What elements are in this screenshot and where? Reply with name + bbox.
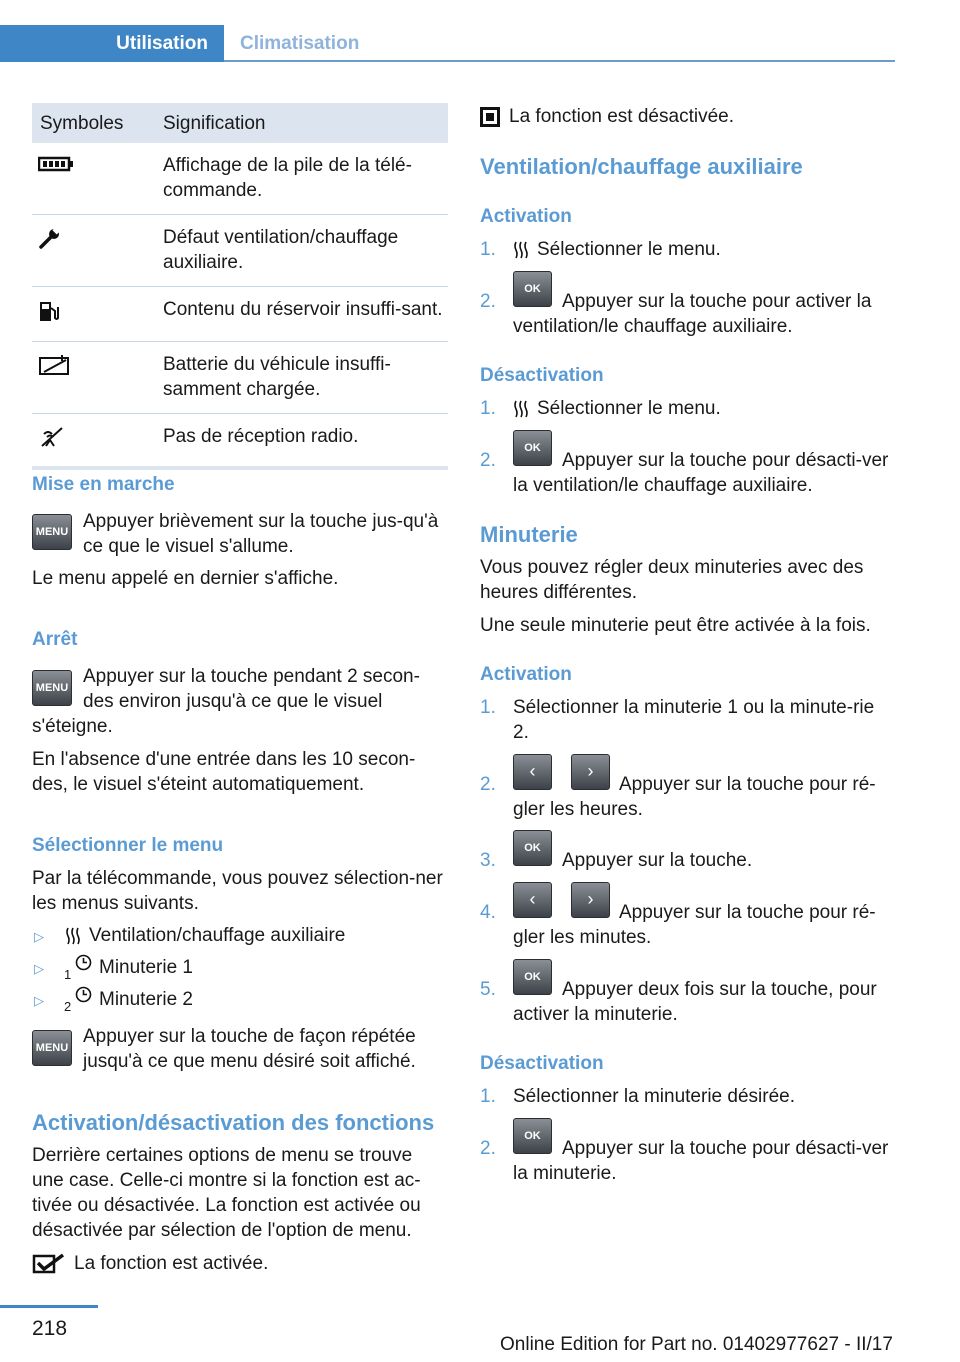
arrow-left-icon: ‹ — [513, 882, 552, 918]
wrench-icon — [38, 227, 62, 249]
stop-text-c: s'éteigne. — [32, 716, 113, 737]
bullet-icon: ▷ — [34, 929, 44, 944]
row-text: Affichage de la pile de la télé-commande. — [163, 155, 412, 201]
stop-text-2: En l'absence d'une entrée dans les 10 secon-des, le visuel s'éteint automatiquement. — [32, 749, 416, 795]
bullet-icon: ▷ — [34, 993, 44, 1008]
start-text: Appuyer brièvement sur la touche jus-qu'à ce que le visuel s'allume. — [83, 511, 439, 557]
ok-button-icon: OK — [513, 271, 552, 307]
section-title-timer-activation: Activation — [480, 664, 572, 685]
table-row — [32, 143, 448, 215]
symbols-table — [32, 103, 448, 470]
page-number: 218 — [32, 1317, 68, 1340]
timer-step-2: Appuyer sur la touche pour ré-gler les heures. — [513, 774, 876, 820]
activation-step-1: Sélectionner le menu. — [537, 239, 721, 260]
stop-text-b: des environ jusqu'à ce que le visuel — [83, 691, 383, 712]
section-title-activation: Activation — [480, 206, 572, 227]
timer-step-3: Appuyer sur la touche. — [562, 850, 753, 871]
tab-climatisation[interactable]: Climatisation — [240, 33, 360, 54]
section-title-functions: Activation/désactivation des fonctions — [32, 1110, 435, 1135]
col-meaning: Signification — [163, 112, 266, 134]
menu-button-icon: MENU — [32, 514, 72, 550]
step-number: 1. — [480, 697, 496, 718]
step-number: 2. — [480, 1138, 496, 1159]
checkbox-checked-icon — [32, 1252, 66, 1274]
menu-item-timer-1: Minuterie 1 — [99, 957, 193, 978]
step-number: 1. — [480, 239, 496, 260]
function-on-text: La fonction est activée. — [74, 1253, 269, 1274]
step-number: 1. — [480, 398, 496, 419]
ok-button-icon: OK — [513, 959, 552, 995]
menu-item-ventilation: Ventilation/chauffage auxiliaire — [89, 925, 346, 946]
step-number: 5. — [480, 979, 496, 1000]
timer-deactivation-step-1: Sélectionner la minuterie désirée. — [513, 1086, 795, 1107]
step-number: 2. — [480, 774, 496, 795]
timer-step-1: Sélectionner la minuterie 1 ou la minute-rie 2. — [513, 697, 875, 743]
stop-text-a: Appuyer sur la touche pendant 2 secon- — [83, 666, 420, 687]
menu-text: Par la télécommande, vous pouvez sélection-ner les menus suivants. — [32, 868, 443, 914]
section-title-timer-deactivation: Désactivation — [480, 1053, 604, 1074]
row-text: Contenu du réservoir insuffi-sant. — [163, 299, 443, 320]
ventilation-icon — [65, 926, 81, 946]
ok-button-icon: OK — [513, 1118, 552, 1154]
arrow-right-icon: › — [571, 882, 610, 918]
start-text-2: Le menu appelé en dernier s'affiche. — [32, 568, 339, 589]
fuel-pump-icon — [38, 299, 60, 323]
deactivation-step-1: Sélectionner le menu. — [537, 398, 721, 419]
arrow-right-icon: › — [571, 754, 610, 790]
tab-utilisation[interactable]: Utilisation — [0, 25, 224, 62]
timer-text-1: Vous pouvez régler deux minuteries avec des heures différentes. — [480, 557, 864, 603]
ventilation-icon — [513, 399, 529, 419]
arrow-left-icon: ‹ — [513, 754, 552, 790]
no-radio-icon — [38, 426, 66, 448]
section-title-start: Mise en marche — [32, 474, 175, 495]
section-title-timer: Minuterie — [480, 522, 578, 547]
menu-item-timer-2: Minuterie 2 — [99, 989, 193, 1010]
battery-icon — [38, 155, 74, 173]
section-title-ventilation: Ventilation/chauffage auxiliaire — [480, 154, 803, 179]
bullet-icon: ▷ — [34, 961, 44, 976]
ventilation-icon — [513, 240, 529, 260]
table-row — [32, 287, 448, 342]
row-text: Pas de réception radio. — [163, 426, 359, 447]
timer-deactivation-step-2: Appuyer sur la touche pour désacti-ver la minuterie. — [513, 1138, 889, 1184]
footer-line — [0, 1305, 98, 1308]
table-row — [32, 215, 448, 287]
col-symbols: Symboles — [40, 112, 124, 134]
section-title-menu: Sélectionner le menu — [32, 835, 224, 856]
menu-text-2: Appuyer sur la touche de façon répétée jusqu'à ce que menu désiré soit affiché. — [83, 1026, 416, 1072]
table-row — [32, 342, 448, 414]
edition-text: Online Edition for Part no. 01402977627 - II/17 — [500, 1334, 893, 1355]
activation-step-2: Appuyer sur la touche pour activer la ventilation/le chauffage auxiliaire. — [513, 291, 872, 337]
menu-button-icon: MENU — [32, 1030, 72, 1066]
deactivation-step-2: Appuyer sur la touche pour désacti-ver la ventilation/le chauffage auxiliaire. — [513, 450, 889, 496]
step-number: 3. — [480, 850, 496, 871]
timer-text-2: Une seule minuterie peut être activée à la fois. — [480, 615, 871, 636]
car-battery-icon — [38, 354, 72, 376]
clock-icon — [75, 986, 92, 1003]
header-bar — [0, 25, 895, 62]
checkbox-unchecked-icon — [480, 107, 500, 127]
step-number: 4. — [480, 902, 496, 923]
menu-button-icon: MENU — [32, 670, 72, 706]
table-footer-bar — [32, 466, 448, 470]
functions-text: Derrière certaines options de menu se trouve une case. Celle-ci montre si la fonction est ac-tivée ou désactivée. La fonction est activée ou désactivée par sélection de l'option de menu. — [32, 1145, 421, 1241]
timer-step-4: Appuyer sur la touche pour ré-gler les minutes. — [513, 902, 876, 948]
step-number: 1. — [480, 1086, 496, 1107]
row-text: Batterie du véhicule insuffi-samment chargée. — [163, 354, 391, 400]
timer-step-5: Appuyer deux fois sur la touche, pour activer la minuterie. — [513, 979, 877, 1025]
timer-number-1: 1 — [64, 967, 72, 982]
row-text: Défaut ventilation/chauffage auxiliaire. — [163, 227, 399, 273]
table-row — [32, 414, 448, 466]
clock-icon — [75, 954, 92, 971]
timer-number-2: 2 — [64, 999, 72, 1014]
ok-button-icon: OK — [513, 830, 552, 866]
section-title-deactivation: Désactivation — [480, 365, 604, 386]
function-off-text: La fonction est désactivée. — [509, 106, 734, 127]
table-header — [32, 103, 448, 143]
step-number: 2. — [480, 450, 496, 471]
step-number: 2. — [480, 291, 496, 312]
ok-button-icon: OK — [513, 430, 552, 466]
section-title-stop: Arrêt — [32, 629, 78, 650]
